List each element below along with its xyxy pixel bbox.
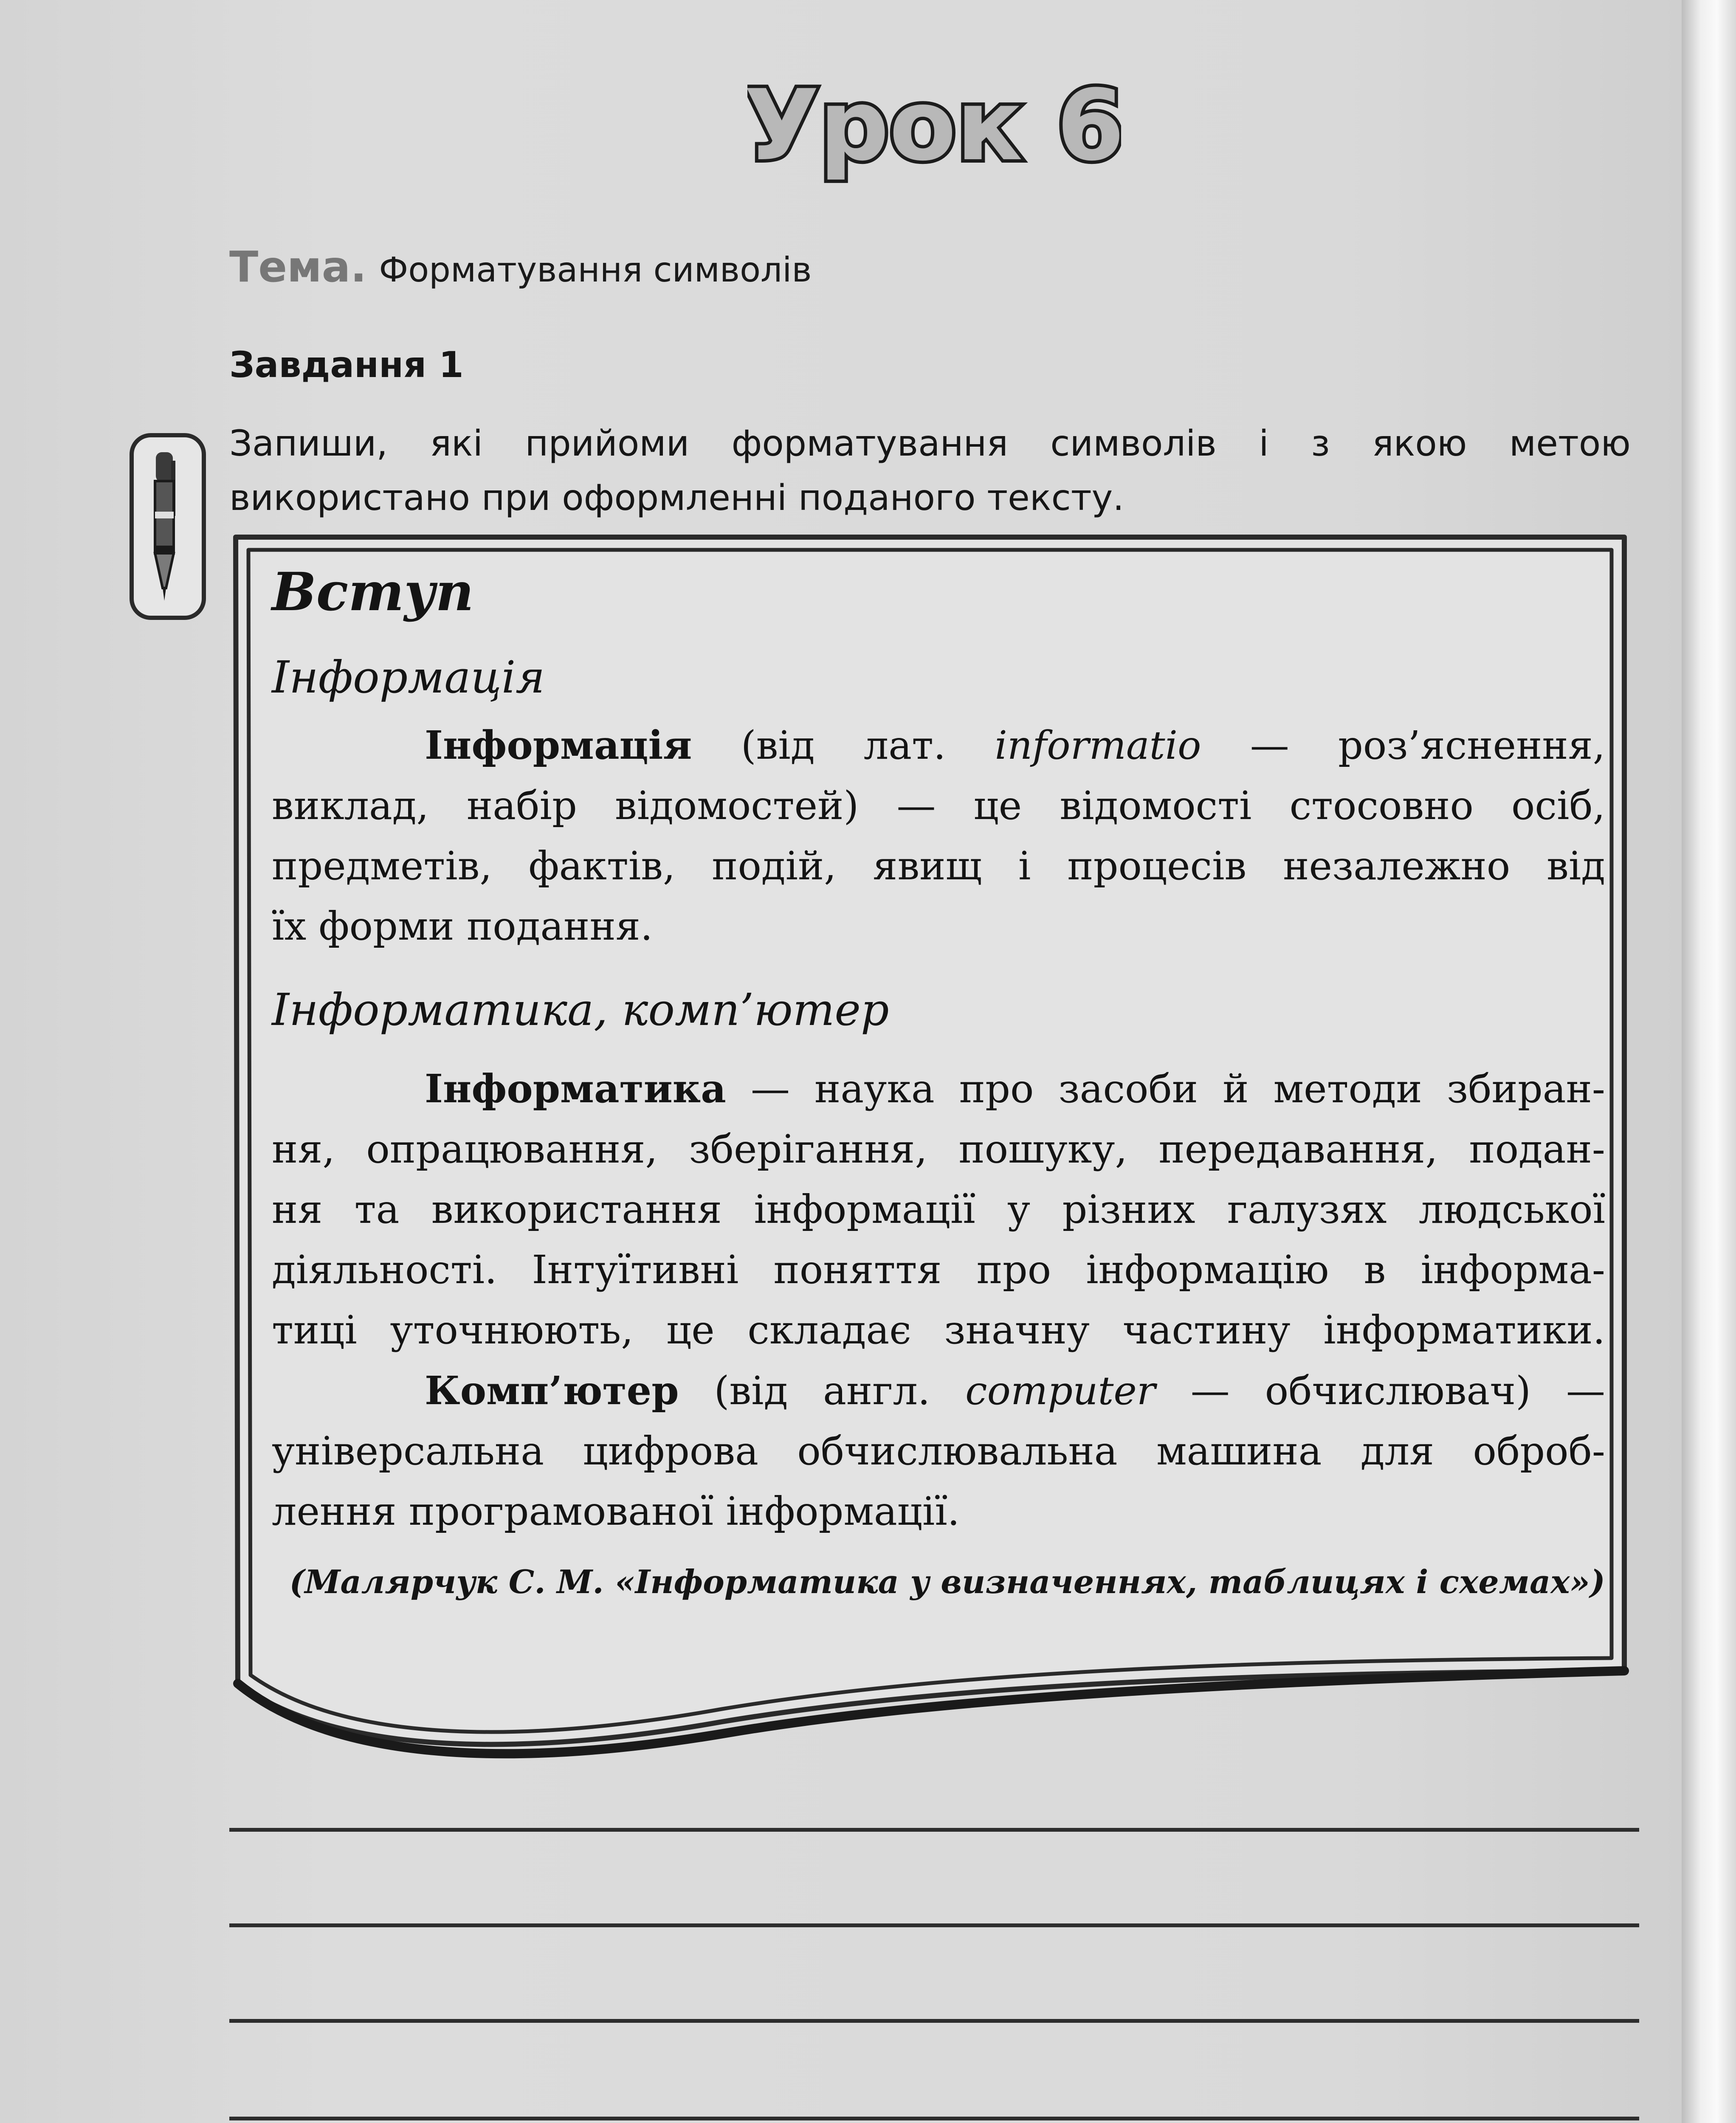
paragraph-line: предметів, фактів, подій, явищ і процесів незалежно від (272, 843, 1605, 889)
line-text: — роз’яснення, (1201, 723, 1605, 768)
paragraph-line: ня, опрацювання, зберігання, пошуку, передавання, подан- (272, 1126, 1605, 1172)
instruction-line: використано при оформленні поданого тексту. (229, 477, 1124, 518)
topic-label: Тема. (229, 242, 367, 292)
paragraph-line (272, 1059, 1605, 1119)
paragraph-information (272, 715, 1605, 957)
line-text: — обчислювач) — (1155, 1368, 1605, 1413)
paragraph-line: їх форми подання. (272, 904, 653, 949)
paragraph-line: універсальна цифрова обчислювальна машина для оброб- (272, 1428, 1605, 1474)
answer-line[interactable] (229, 1923, 1639, 1927)
term-bold: Інформація (425, 722, 692, 768)
paragraph-line: ня та використання інформації у різних галузях людської (272, 1187, 1605, 1232)
citation: (Малярчук С. М. «Інформатика у визначеннях, таблицях і схемах») (289, 1563, 1605, 1601)
task-title: Завдання 1 (229, 344, 464, 386)
line-text: — наука про засоби й методи збиран- (726, 1066, 1605, 1112)
term-italic: informatio (995, 723, 1201, 768)
term-bold: Інформатика (425, 1066, 726, 1112)
paragraph-informatics (272, 1059, 1605, 1360)
paragraph-line: лення програмованої інформації. (272, 1489, 960, 1534)
section-heading-informatics: Інформатика, комп’ютер (272, 984, 889, 1036)
term-italic: computer (965, 1368, 1155, 1413)
answer-line[interactable] (229, 1828, 1639, 1832)
box-heading: Вступ (272, 561, 474, 623)
text-sample (272, 556, 1605, 1605)
instruction-line: Запиши, які прийоми форматування символів і з якою метою (229, 422, 1631, 464)
answer-line[interactable] (229, 2117, 1639, 2120)
paragraph-line (272, 715, 1605, 776)
answer-line[interactable] (229, 2019, 1639, 2023)
paragraph-computer (272, 1360, 1605, 1542)
paragraph-line (272, 1360, 1605, 1421)
line-text: (від англ. (679, 1368, 966, 1413)
line-text: (від лат. (692, 723, 995, 768)
topic-text: Форматування символів (379, 250, 812, 290)
term-bold: Комп’ютер (425, 1368, 679, 1413)
paragraph-line: тиці уточнюють, це складає значну частину інформатики. (272, 1307, 1605, 1353)
paragraph-line: виклад, набір відомостей) — це відомості стосовно осіб, (272, 783, 1605, 828)
paragraph-line: діяльності. Інтуїтивні поняття про інформацію в інформа- (272, 1247, 1605, 1292)
lesson-title-text: Урок 6 (747, 69, 1121, 183)
section-heading-information: Інформація (272, 651, 545, 703)
